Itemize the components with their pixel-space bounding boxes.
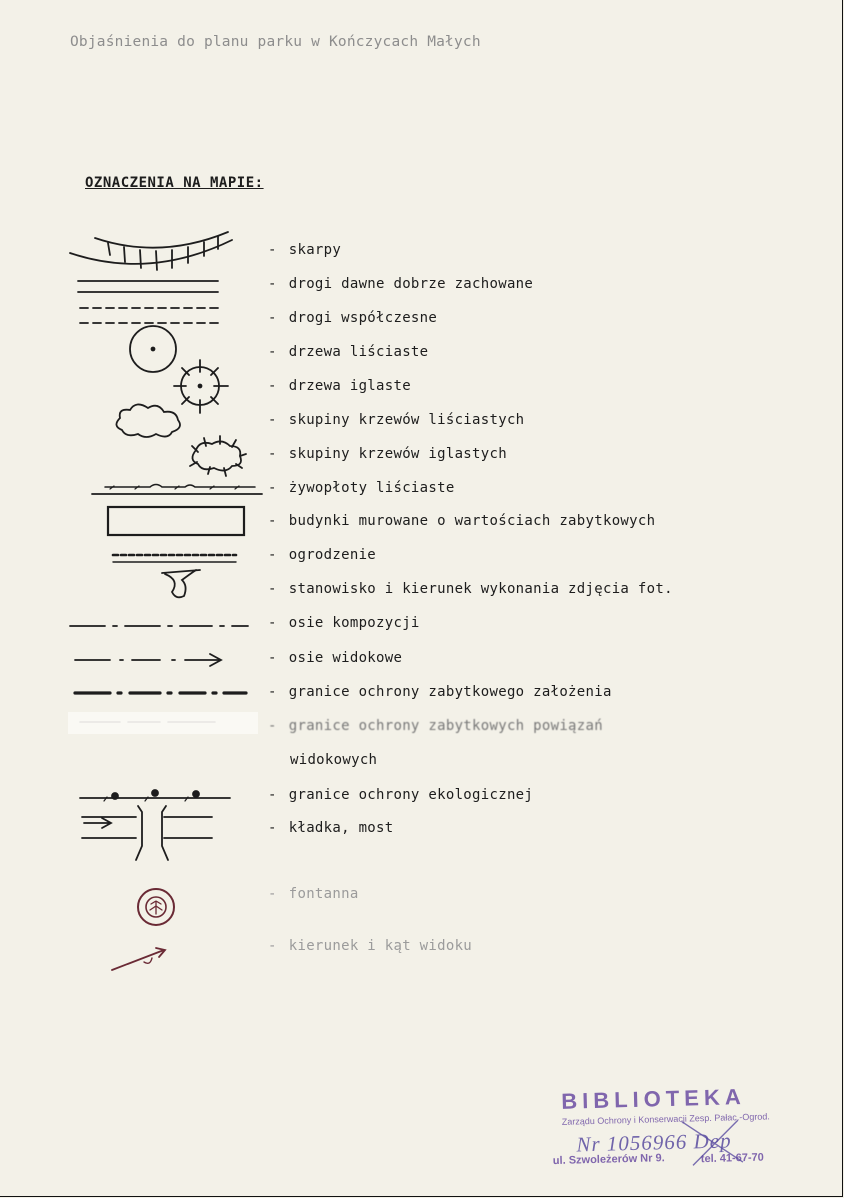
legend-item-heritage-boundary: - granice ochrony zabytkowego założenia [268,684,612,700]
stamp-phone: tel. 41-67-70 [700,1151,764,1166]
building-symbol [108,507,244,535]
stamp-address: ul. Szwoleżerów Nr 9. [552,1152,665,1168]
legend-item-footbridge: - kładka, most [268,820,394,836]
legend-item-photo-point: - stanowisko i kierunek wykonania zdjęcia fot. [268,581,673,597]
legend-item-deciduous-shrubs: - skupiny krzewów liściastych [268,412,525,428]
library-stamp [551,1079,788,1175]
legend-item-composition-axes: - osie kompozycji [268,615,420,631]
modern-road-symbol [80,308,222,323]
stamp-institution: Zarządu Ochrony i Konserwacji Zesp. Pałac.-Ogrod. [561,1111,770,1127]
photo-point-symbol [162,570,200,597]
legend-item-view-direction: - kierunek i kąt widoku [268,938,473,954]
legend-item-fence: - ogrodzenie [268,547,377,563]
view-axis-symbol [75,654,221,666]
scarp-symbol [70,232,232,270]
legend-item-conifer-trees: - drzewa iglaste [268,378,411,394]
deciduous-shrub-symbol [116,404,180,437]
fountain-symbol [138,889,174,925]
legend-item-view-link-boundary-continuation: widokowych [290,752,378,768]
view-direction-symbol [112,948,165,970]
legend-item-hedges: - żywopłoty liściaste [268,480,455,496]
legend-item-fountain: - fontanna [268,886,359,902]
stamp-title: BIBLIOTEKA [560,1083,747,1114]
legend-item-ecological-boundary: - granice ochrony ekologicznej [268,787,534,803]
legend-item-deciduous-trees: - drzewa liściaste [268,344,429,360]
document-title: Objaśnienia do planu parku w Kończycach Małych [70,34,481,50]
old-road-symbol [78,281,218,292]
legend-item-old-roads: - drogi dawne dobrze zachowane [268,276,534,292]
legend-item-conifer-shrubs: - skupiny krzewów iglastych [268,446,507,462]
legend-item-buildings: - budynki murowane o wartościach zabytkowych [268,513,656,529]
footbridge-symbol [82,806,212,860]
stamp-cross-mark [551,1079,788,1175]
fence-symbol [113,555,236,562]
conifer-tree-symbol [174,360,228,413]
legend-item-view-link-boundary: - granice ochrony zabytkowych powiązań [268,718,603,734]
legend-item-view-axes: - osie widokowe [268,650,403,666]
deciduous-tree-symbol [130,326,176,372]
hedge-symbol [92,485,262,495]
ecological-boundary-symbol [80,790,230,801]
legend-heading: OZNACZENIA NA MAPIE: [85,175,264,191]
legend-item-skarpy: - skarpy [268,242,342,258]
view-link-boundary-symbol [68,712,258,734]
stamp-inventory-number: Nr 1056966 Dep [576,1128,732,1157]
legend-item-modern-roads: - drogi współczesne [268,310,438,326]
conifer-shrub-symbol [190,436,246,476]
